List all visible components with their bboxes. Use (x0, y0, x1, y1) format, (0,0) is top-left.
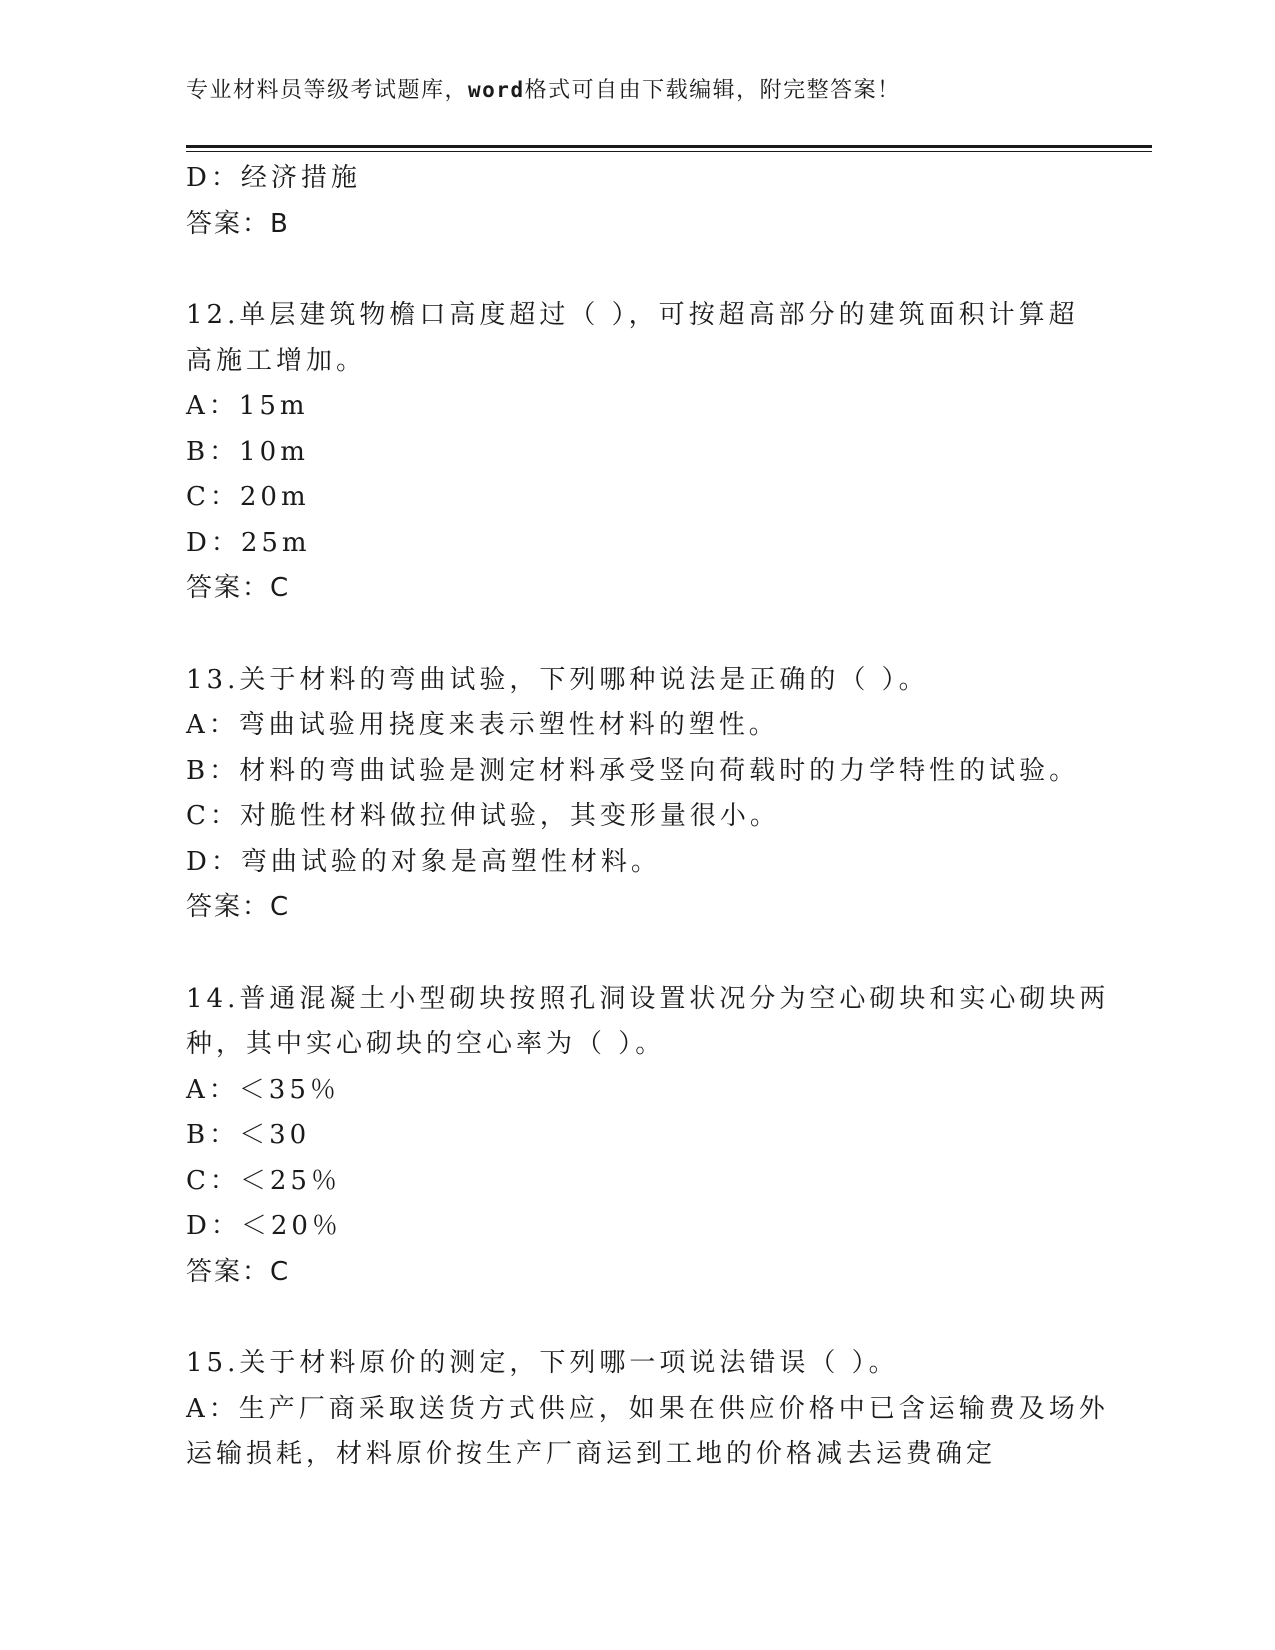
question-12 (186, 293, 1086, 612)
spacer (186, 1295, 1086, 1341)
option-b: B：材料的弯曲试验是测定材料承受竖向荷载时的力学特性的试验。 (186, 755, 1080, 786)
spacer (186, 931, 1086, 977)
option-d: D：25m (186, 527, 311, 558)
answer-line: 答案：C (186, 892, 291, 922)
question-stem: 12.单层建筑物檐口高度超过（ ），可按超高部分的建筑面积计算超 (186, 300, 1079, 330)
header-text-word: word (468, 78, 525, 102)
question-stem: 15.关于材料原价的测定，下列哪一项说法错误（ ）。 (186, 1348, 899, 1378)
question-11-tail (186, 156, 1086, 247)
header-text-after: 格式可自由下载编辑，附完整答案！ (524, 78, 901, 103)
answer-line: 答案：C (186, 1256, 291, 1287)
option-d: D：＜20％ (186, 1211, 342, 1241)
option-b: B：10m (186, 436, 309, 467)
header-text-before: 专业材料员等级考试题库， (186, 78, 469, 103)
option-d: D：弯曲试验的对象是高塑性材料。 (186, 846, 661, 877)
question-stem: 14.普通混凝土小型砌块按照孔洞设置状况分为空心砌块和实心砌块两 (186, 983, 1110, 1014)
answer-line: 答案：B (186, 208, 290, 239)
question-14 (186, 977, 1110, 1296)
header-rule-thick (186, 145, 1152, 148)
spacer (186, 612, 1086, 658)
question-15 (186, 1341, 1109, 1478)
header-rule-thin (186, 151, 1152, 152)
question-stem-continued: 高施工增加。 (186, 345, 367, 376)
option-a: A：生产厂商采取送货方式供应，如果在供应价格中已含运输费及场外 (186, 1393, 1109, 1424)
question-content (186, 156, 1110, 1478)
question-13 (186, 658, 1086, 931)
option-b: B：＜30 (186, 1120, 311, 1150)
page-header (186, 74, 901, 107)
answer-line: 答案：C (186, 573, 291, 603)
option-d: D：经济措施 (186, 163, 361, 193)
option-c: C：20m (186, 482, 310, 512)
spacer (186, 247, 1086, 293)
option-c: C：＜25％ (186, 1165, 341, 1196)
option-a: A：＜35％ (186, 1074, 340, 1105)
option-a-continued: 运输损耗，材料原价按生产厂商运到工地的价格减去运费确定 (186, 1439, 997, 1469)
option-a: A：15m (186, 391, 309, 421)
question-stem: 13.关于材料的弯曲试验，下列哪种说法是正确的（ ）。 (186, 664, 929, 695)
option-c: C：对脆性材料做拉伸试验，其变形量很小。 (186, 801, 780, 831)
question-stem-continued: 种，其中实心砌块的空心率为（ ）。 (186, 1029, 666, 1059)
option-a: A：弯曲试验用挠度来表示塑性材料的塑性。 (186, 710, 779, 740)
